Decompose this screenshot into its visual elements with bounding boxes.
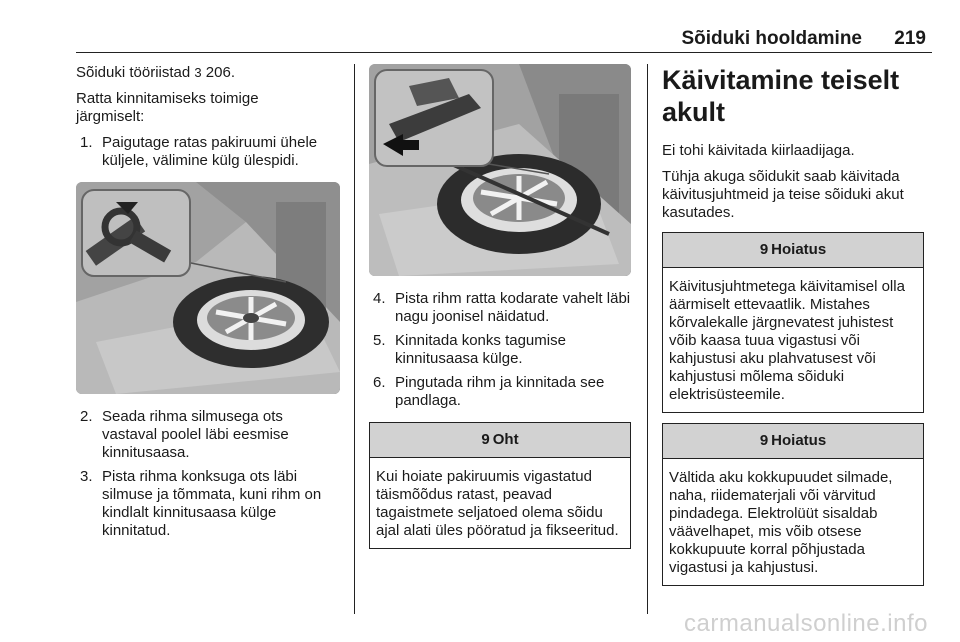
column-divider-right xyxy=(647,64,648,614)
column-right xyxy=(662,64,924,586)
step-number: 1. xyxy=(80,134,93,151)
step-number: 6. xyxy=(373,374,386,391)
warning-box-text: Vältida aku kokkupuudet silmade, naha, riidematerjali või värvitud pindadega. Elektrolüüt sisaldab väävelhapet, mis võib otsese kokkupuute korral põhjustada vigastusi ja kahjustusi. xyxy=(669,469,893,576)
step-4 xyxy=(369,290,631,326)
column-middle xyxy=(369,64,631,549)
danger-box-header xyxy=(370,423,630,458)
step-1 xyxy=(76,134,340,170)
warning-triangle-icon: 9 xyxy=(759,432,769,449)
danger-box-text: Kui hoiate pakiruumis vigastatud täismõõdus ratast, peavad tagaistmete seljatoed olema sõidu ajal alati üles pööratud ja fikseeritud. xyxy=(376,468,619,539)
warning-box-1 xyxy=(662,232,924,413)
step-number: 3. xyxy=(80,468,93,485)
paragraph-2: Tühja akuga sõidukit saab käivitada käivitusjuhtmeid ja teise sõiduki akut kasutades. xyxy=(662,168,904,221)
wheel-strap-illustration xyxy=(76,182,340,394)
page-ref-link[interactable]: 206. xyxy=(201,64,236,81)
step-text: Pista rihm ratta kodarate vahelt läbi nagu joonisel näidatud. xyxy=(395,290,631,325)
section-title: Sõiduki hooldamine xyxy=(681,28,862,49)
intro-text: Ratta kinnitamiseks toimige järgmiselt: xyxy=(76,90,259,125)
watermark: carmanualsonline.info xyxy=(684,610,928,637)
column-left xyxy=(76,64,340,546)
step-number: 4. xyxy=(373,290,386,307)
step-text: Pingutada rihm ja kinnitada see pandlaga. xyxy=(395,374,605,409)
section-heading: Käivitamine teiselt akult xyxy=(662,65,900,127)
page-ref-arrow-icon: 3 xyxy=(194,65,202,80)
paragraph-1: Ei tohi käivitada kiirlaadijaga. xyxy=(662,142,855,159)
step-2 xyxy=(76,408,340,462)
tools-reference: Sõiduki tööriistad 3 206. xyxy=(76,64,236,81)
step-number: 5. xyxy=(373,332,386,349)
step-text: Kinnitada konks tagumise kinnitusaasa külge. xyxy=(395,332,566,367)
step-3 xyxy=(76,468,340,540)
step-text: Paigutage ratas pakiruumi ühele küljele, välimine külg ülespidi. xyxy=(102,134,318,169)
page-header xyxy=(76,22,932,53)
warning-box-title: Hoiatus xyxy=(771,432,827,449)
step-number: 2. xyxy=(80,408,93,425)
step-6 xyxy=(369,374,631,410)
warning-box-title: Hoiatus xyxy=(771,241,827,258)
warning-box-2 xyxy=(662,423,924,586)
step-text: Pista rihma konksuga ots läbi silmuse ja tõmmata, kuni rihm on kindlalt kinnitusaasa külge kinnitatud. xyxy=(102,468,322,539)
warning-triangle-icon: 9 xyxy=(481,431,490,448)
strap-through-spokes-illustration xyxy=(369,64,631,276)
warning-triangle-icon: 9 xyxy=(759,241,769,258)
warning-box-header xyxy=(663,424,923,459)
step-text: Seada rihma silmusega ots vastaval poolel läbi eesmise kinnitusaasa. xyxy=(102,408,289,461)
warning-box-text: Käivitusjuhtmetega käivitamisel olla äärmiselt ettevaatlik. Mistahes kõrvalekalle järgnevatest juhistest võib kaasa tuua vigastusi või kahjustusi aku plahvatusest või kahjustusi mõlema sõiduki elektrisüsteemile. xyxy=(669,278,905,403)
warning-box-header xyxy=(663,233,923,268)
page-number: 219 xyxy=(894,28,926,49)
danger-box-title: Oht xyxy=(492,431,519,448)
step-5 xyxy=(369,332,631,368)
danger-box xyxy=(369,422,631,549)
column-divider-left xyxy=(354,64,355,614)
